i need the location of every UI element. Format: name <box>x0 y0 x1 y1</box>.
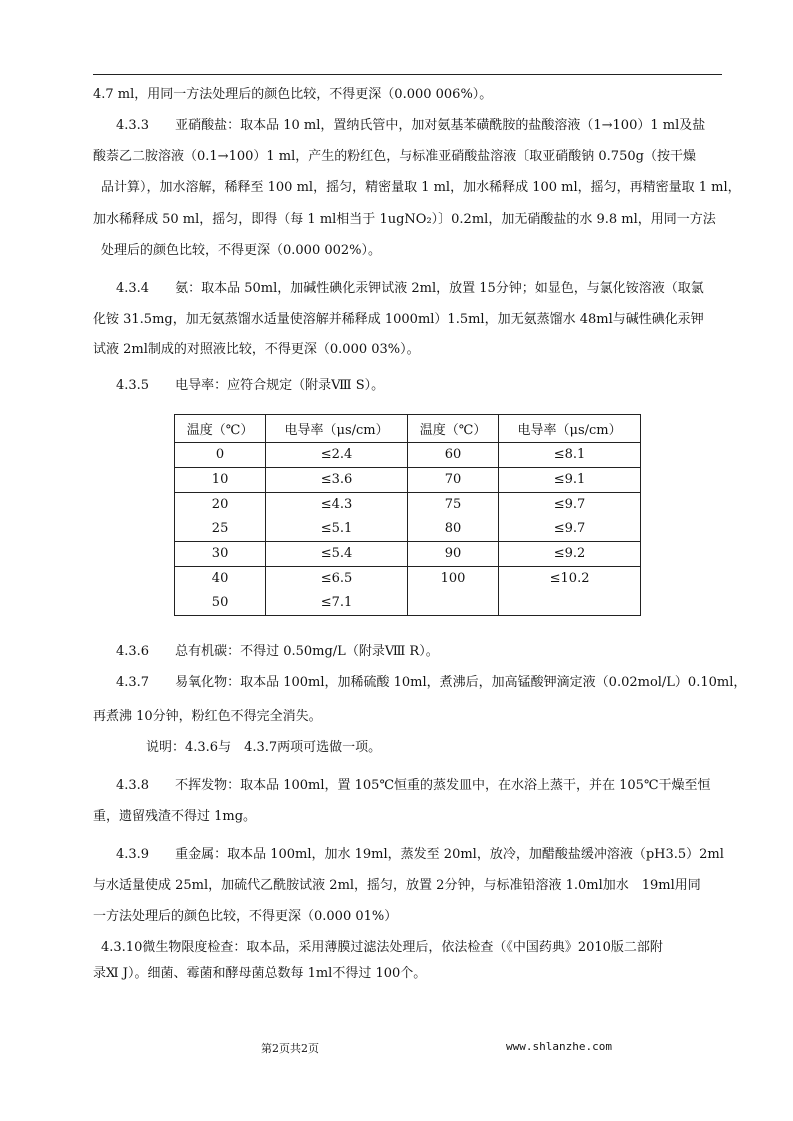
paragraph-line: 品计算），加水溶解，稀释至 100 ml，摇匀，精密量取 1 ml，加水稀释成 100 ml，摇匀，再精密量取 1 ml， <box>101 180 741 195</box>
table-header-row <box>175 415 641 443</box>
table-cell-value: ≤10.2 <box>549 571 590 586</box>
paragraph-line: 4.3.9 重金属：取本品 100ml，加水 19ml，蒸发至 20ml，放冷，加醋酸盐缓冲溶液（pH3.5）2ml <box>116 847 724 862</box>
table-header-cell: 温度（℃） <box>407 415 498 443</box>
table-cell <box>407 468 498 493</box>
table-cell-value: 60 <box>444 447 462 462</box>
paragraph-line: 4.3.7 易氧化物：取本品 100ml，加稀硫酸 10ml，煮沸后，加高锰酸钾滴定液（0.02mol/L）0.10ml， <box>116 675 747 690</box>
table-cell <box>499 443 641 468</box>
table-cell <box>499 493 641 542</box>
paragraph-line: 再煮沸 10分钟，粉红色不得完全消失。 <box>93 709 322 724</box>
table-cell <box>266 493 408 542</box>
paragraph-line: 加水稀释成 50 ml，摇匀，即得（每 1 ml相当于 1ugNO₂）〕0.2ml，加无硝酸盐的水 9.8 ml，用同一方法 <box>93 212 716 227</box>
table-cell-value: 70 <box>444 472 462 487</box>
table-cell <box>175 567 266 616</box>
paragraph-line: 与水适量使成 25ml，加硫代乙酰胺试液 2ml，摇匀，放置 2分钟，与标准铅溶液 1.0ml加水 19ml用同 <box>93 878 701 893</box>
paragraph-line: 处理后的颜色比较，不得更深（0.000 002%）。 <box>101 243 382 258</box>
table-cell-value: 25 <box>211 521 229 536</box>
table-row <box>175 468 641 493</box>
paragraph-line: 重，遗留残渣不得过 1mg。 <box>93 809 257 824</box>
table-cell-value <box>499 591 640 615</box>
table-cell-value: ≤9.7 <box>553 497 586 512</box>
table-cell <box>266 567 408 616</box>
table-cell <box>407 493 498 542</box>
table-cell-value: ≤7.1 <box>320 595 353 610</box>
table-cell-value: 30 <box>211 546 229 561</box>
page-number: 第2页共2页 <box>261 1042 319 1055</box>
paragraph-line: 4.3.8 不挥发物：取本品 100ml，置 105℃恒重的蒸发皿中，在水浴上蒸干，并在 105℃干燥至恒 <box>116 778 711 793</box>
table-cell-value <box>408 591 498 615</box>
paragraph-line: 4.3.3 亚硝酸盐：取本品 10 ml，置纳氏管中，加对氨基苯磺酰胺的盐酸溶液（1→100）1 ml及盐 <box>116 118 706 133</box>
table-cell-value: ≤3.6 <box>320 472 353 487</box>
table-cell <box>175 493 266 542</box>
table-cell <box>499 468 641 493</box>
table-cell-value: ≤4.3 <box>320 497 353 512</box>
footer-url: www.shlanzhe.com <box>506 1040 612 1053</box>
paragraph-line: 酸萘乙二胺溶液（0.1→100）1 ml，产生的粉红色，与标准亚硝酸盐溶液〔取亚硝酸钠 0.750g（按干燥 <box>93 149 696 164</box>
table-cell <box>266 542 408 567</box>
paragraph-line: 4.3.4 氨：取本品 50ml，加碱性碘化汞钾试液 2ml，放置 15分钟；如显色，与氯化铵溶液（取氯 <box>116 281 704 296</box>
table-cell-value: ≤8.1 <box>553 447 586 462</box>
paragraph-line: 4.7 ml，用同一方法处理后的颜色比较，不得更深（0.000 006%）。 <box>93 87 493 102</box>
table-row <box>175 493 641 542</box>
paragraph-line: 4.3.10微生物限度检查：取本品，采用薄膜过滤法处理后，依法检查（《中国药典》2010版二部附 <box>101 940 663 955</box>
table-cell <box>407 443 498 468</box>
table-cell-value: ≤9.2 <box>553 546 586 561</box>
conductivity-table <box>174 414 641 616</box>
table-cell <box>407 542 498 567</box>
table-header-cell: 电导率（μs/cm） <box>499 415 641 443</box>
paragraph-line: 试液 2ml制成的对照液比较，不得更深（0.000 03%）。 <box>93 342 420 357</box>
table-cell-value: ≤5.1 <box>320 521 353 536</box>
table-cell-value: 80 <box>444 521 462 536</box>
paragraph-line: 录Ⅺ J）。细菌、霉菌和酵母菌总数每 1ml不得过 100个。 <box>93 966 427 981</box>
table-cell <box>266 468 408 493</box>
table-cell-value: 90 <box>444 546 462 561</box>
table-cell <box>175 542 266 567</box>
table-cell-value: 50 <box>211 595 229 610</box>
paragraph-line: 4.3.6 总有机碳：不得过 0.50mg/L（附录Ⅷ R）。 <box>116 644 439 659</box>
table-cell <box>499 567 641 616</box>
paragraph-line: 4.3.5 电导率：应符合规定（附录Ⅷ S）。 <box>116 378 385 393</box>
table-cell-value: ≤5.4 <box>320 546 353 561</box>
table-cell-value: ≤6.5 <box>320 571 353 586</box>
paragraph-line: 说明：4.3.6与 4.3.7两项可选做一项。 <box>146 740 382 755</box>
table-cell <box>175 468 266 493</box>
table-header-cell: 电导率（μs/cm） <box>266 415 408 443</box>
table-cell-value: 0 <box>215 447 225 462</box>
table-cell-value: 100 <box>440 571 466 586</box>
table-cell-value: 40 <box>211 571 229 586</box>
table-cell <box>266 443 408 468</box>
table-header-cell: 温度（℃） <box>175 415 266 443</box>
table-cell <box>407 567 498 616</box>
paragraph-line: 一方法处理后的颜色比较，不得更深（0.000 01%） <box>93 909 398 924</box>
table-row <box>175 542 641 567</box>
table-cell <box>499 542 641 567</box>
header-rule <box>93 74 722 75</box>
table-cell <box>175 443 266 468</box>
table-cell-value: ≤9.1 <box>553 472 586 487</box>
table-cell-value: 10 <box>211 472 229 487</box>
table-row <box>175 567 641 616</box>
paragraph-line: 化铵 31.5mg，加无氨蒸馏水适量使溶解并稀释成 1000ml）1.5ml，加无氨蒸馏水 48ml与碱性碘化汞钾 <box>93 312 704 327</box>
table-cell-value: ≤2.4 <box>320 447 353 462</box>
table-row <box>175 443 641 468</box>
table-cell-value: 75 <box>444 497 462 512</box>
table-cell-value: 20 <box>211 497 229 512</box>
table-cell-value: ≤9.7 <box>553 521 586 536</box>
